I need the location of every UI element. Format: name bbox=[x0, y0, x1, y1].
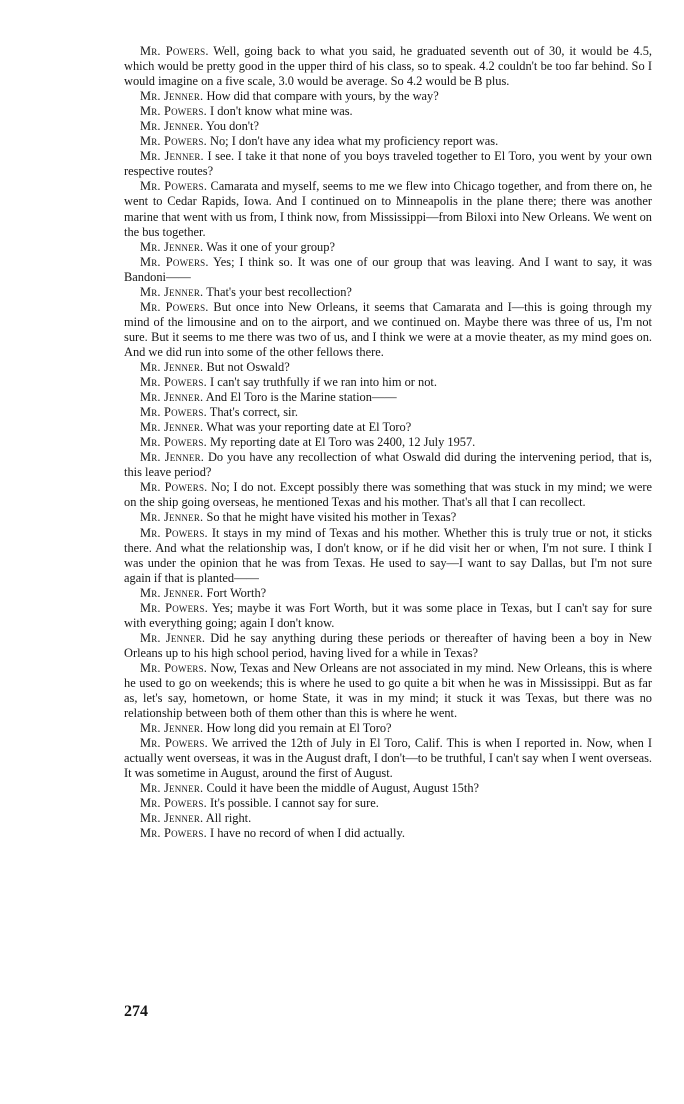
speaker-name: Mr. Powers. bbox=[140, 736, 208, 751]
speaker-name: Mr. Jenner. bbox=[140, 359, 204, 374]
testimony-text: Now, Texas and New Orleans are not associated in my mind. New Orleans, this is where he used to go on weekends; this is where he used to go quite a bit when he was in Mississippi. But as far as, let's say, hometown, or home State, it was in my mind; it stuck it was Texas, but there was no relationship between both of them other than this is where he went. bbox=[124, 660, 652, 721]
speaker-name: Mr. Powers. bbox=[140, 44, 209, 58]
speaker-name: Mr. Powers. bbox=[140, 435, 207, 450]
testimony-text: So that he might have visited his mother in Texas? bbox=[206, 510, 457, 525]
speaker-name: Mr. Jenner. bbox=[140, 510, 204, 525]
testimony-text: But once into New Orleans, it seems that Camarata and I—this is going through my mind of the limousine and on to the airport, and we continued on. Maybe there was three of us, I'm not sure. But it seems to me there was two of us, and I think we were at a movie theater, as my mind goes on. And we did run into some of the other fellows there. bbox=[124, 299, 652, 359]
testimony-text: But not Oswald? bbox=[206, 359, 290, 374]
speaker-name: Mr. Powers. bbox=[140, 796, 207, 811]
testimony-text: What was your reporting date at El Toro? bbox=[206, 420, 412, 435]
testimony-text: Do you have any recollection of what Oswald did during the intervening period, that is, this leave period? bbox=[124, 450, 652, 480]
testimony-paragraph bbox=[124, 255, 652, 285]
testimony-text: No; I don't have any idea what my proficiency report was. bbox=[210, 134, 499, 149]
speaker-name: Mr. Powers. bbox=[140, 600, 208, 615]
testimony-paragraph bbox=[124, 631, 652, 661]
speaker-name: Mr. Jenner. bbox=[140, 450, 205, 465]
speaker-name: Mr. Powers. bbox=[140, 660, 208, 675]
testimony-text: That's correct, sir. bbox=[209, 405, 299, 420]
testimony-paragraph bbox=[124, 44, 652, 89]
speaker-name: Mr. Powers. bbox=[140, 134, 207, 149]
testimony-paragraph bbox=[124, 149, 652, 179]
speaker-name: Mr. Powers. bbox=[140, 826, 207, 841]
page-number: 274 bbox=[124, 1003, 148, 1020]
speaker-name: Mr. Powers. bbox=[140, 480, 208, 495]
speaker-name: Mr. Jenner. bbox=[140, 149, 204, 164]
testimony-paragraph bbox=[124, 811, 652, 826]
speaker-name: Mr. Powers. bbox=[140, 525, 208, 540]
speaker-name: Mr. Powers. bbox=[140, 405, 207, 420]
testimony-paragraph bbox=[124, 526, 652, 586]
speaker-name: Mr. Jenner. bbox=[140, 284, 204, 299]
testimony-paragraph bbox=[124, 134, 652, 149]
testimony-text: You don't? bbox=[205, 119, 259, 134]
speaker-name: Mr. Jenner. bbox=[140, 390, 204, 405]
testimony-text: Yes; I think so. It was one of our group that was leaving. And I want to say, it was Bandoni—— bbox=[124, 254, 652, 284]
testimony-paragraph bbox=[124, 405, 652, 420]
testimony-text: No; I do not. Except possibly there was something that was stuck in my mind; we were on the ship going overseas, he mentioned Texas and his mother. That's all that I can recollect. bbox=[124, 480, 652, 510]
testimony-text: How did that compare with yours, by the way? bbox=[206, 89, 439, 104]
testimony-paragraph bbox=[124, 104, 652, 119]
speaker-name: Mr. Jenner. bbox=[140, 585, 204, 600]
testimony-text: All right. bbox=[205, 811, 252, 826]
testimony-paragraph bbox=[124, 826, 652, 841]
testimony-text: Well, going back to what you said, he graduated seventh out of 30, it would be 4.5, which would be pretty good in the upper third of his class, so to speak. 4.2 couldn't be too far behind. So I would imagine on a five scale, 3.0 would be average. So 4.2 would be B plus. bbox=[124, 44, 653, 89]
testimony-paragraph bbox=[124, 781, 652, 796]
testimony-text: How long did you remain at El Toro? bbox=[206, 721, 392, 736]
speaker-name: Mr. Jenner. bbox=[140, 721, 204, 736]
testimony-text: Could it have been the middle of August, August 15th? bbox=[206, 781, 480, 796]
testimony-paragraph bbox=[124, 390, 652, 405]
testimony-text: It's possible. I cannot say for sure. bbox=[210, 796, 379, 811]
testimony-paragraph bbox=[124, 360, 652, 375]
testimony-text: We arrived the 12th of July in El Toro, Calif. This is when I reported in. Now, when I actually went overseas, it was in the August draft, I don't—to be truthful, I can't say when I went overseas. It was sometime in August, around the first of August. bbox=[124, 736, 652, 781]
testimony-paragraph bbox=[124, 435, 652, 450]
speaker-name: Mr. Jenner. bbox=[140, 781, 204, 796]
speaker-name: Mr. Jenner. bbox=[140, 119, 204, 134]
testimony-text: I don't know what mine was. bbox=[210, 104, 353, 119]
speaker-name: Mr. Powers. bbox=[140, 375, 207, 390]
speaker-name: Mr. Jenner. bbox=[140, 239, 204, 254]
speaker-name: Mr. Powers. bbox=[140, 254, 209, 269]
testimony-text: Camarata and myself, seems to me we flew into Chicago together, and from there on, he went to Cedar Rapids, Iowa. And I continued on to Minneapolis in the plane there; there was another marine that went with us from, I think now, from Mississippi—from Biloxi into New Orleans. We went on the bus together. bbox=[124, 179, 652, 239]
testimony-text: And El Toro is the Marine station—— bbox=[205, 390, 397, 405]
testimony-text: I have no record of when I did actually. bbox=[210, 826, 405, 841]
testimony-text: Was it one of your group? bbox=[206, 239, 335, 254]
testimony-paragraph bbox=[124, 240, 652, 255]
testimony-paragraph bbox=[124, 119, 652, 134]
speaker-name: Mr. Powers. bbox=[140, 179, 208, 194]
testimony-paragraph bbox=[124, 450, 652, 480]
testimony-paragraph bbox=[124, 661, 652, 721]
testimony-paragraph bbox=[124, 586, 652, 601]
speaker-name: Mr. Jenner. bbox=[140, 89, 204, 104]
transcript-body bbox=[124, 44, 652, 841]
testimony-text: I can't say truthfully if we ran into him or not. bbox=[210, 375, 437, 390]
testimony-text: Fort Worth? bbox=[206, 585, 267, 600]
speaker-name: Mr. Powers. bbox=[140, 299, 209, 314]
testimony-text: Yes; maybe it was Fort Worth, but it was some place in Texas, but I can't say for sure with everything going; again I don't know. bbox=[124, 600, 652, 630]
testimony-text: That's your best recollection? bbox=[206, 284, 352, 299]
testimony-text: Did he say anything during these periods or thereafter of having been a boy in New Orleans up to his high school period, having lived for a while in Texas? bbox=[124, 630, 652, 660]
testimony-paragraph bbox=[124, 721, 652, 736]
testimony-paragraph bbox=[124, 300, 652, 360]
speaker-name: Mr. Jenner. bbox=[140, 630, 206, 645]
testimony-paragraph bbox=[124, 375, 652, 390]
testimony-text: My reporting date at El Toro was 2400, 12 July 1957. bbox=[210, 435, 476, 450]
testimony-paragraph bbox=[124, 285, 652, 300]
testimony-paragraph bbox=[124, 480, 652, 510]
testimony-paragraph bbox=[124, 89, 652, 104]
testimony-paragraph bbox=[124, 179, 652, 239]
testimony-paragraph bbox=[124, 510, 652, 525]
speaker-name: Mr. Jenner. bbox=[140, 420, 204, 435]
testimony-paragraph bbox=[124, 601, 652, 631]
testimony-text: It stays in my mind of Texas and his mother. Whether this is truly true or not, it sticks there. And what the relationship was, I don't know, or if he did visit her or when, I'm not sure. I think I was under the opinion that he was from Texas. He used to say—I want to say Dallas, but I'm not sure again if that is planted—— bbox=[124, 525, 652, 585]
testimony-paragraph bbox=[124, 736, 652, 781]
speaker-name: Mr. Powers. bbox=[140, 104, 207, 119]
testimony-text: I see. I take it that none of you boys traveled together to El Toro, you went by your own respective routes? bbox=[124, 149, 652, 179]
testimony-paragraph bbox=[124, 796, 652, 811]
speaker-name: Mr. Jenner. bbox=[140, 811, 204, 826]
testimony-paragraph bbox=[124, 420, 652, 435]
